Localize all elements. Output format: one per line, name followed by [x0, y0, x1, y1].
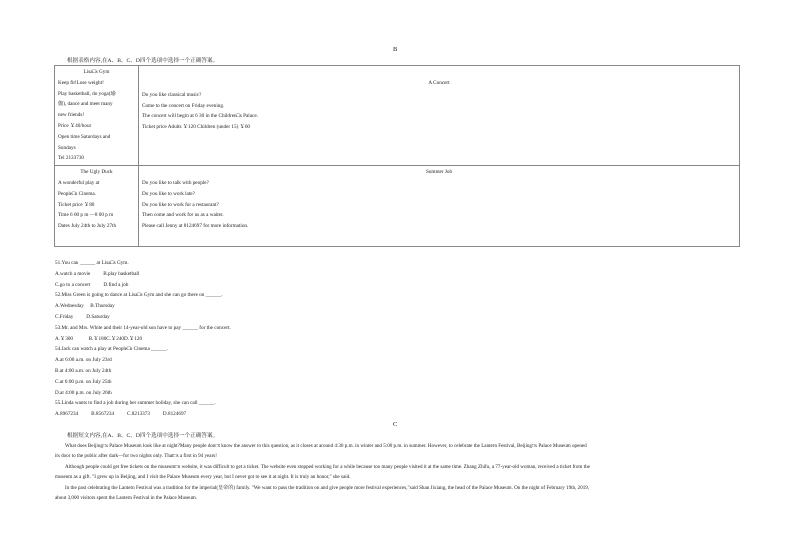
- job-contact: Please call Jenny at 8124697 for more information.: [142, 223, 249, 230]
- passage-paragraph: Although people could get free tickets on the museum□s website, it was difficult to get a ticket. The website even stopped working for a while because too many people visited it at the same time. Zhang Zhifu, a 77-year-old woman, received a ticket from the: [65, 463, 590, 470]
- section-b-instruction: 根据表格内容,在A、B、C、D四个选项中选择一个正确答案。: [67, 58, 219, 64]
- play-time: Time 6 00 p m —8 00 p m: [58, 212, 114, 219]
- play-ad: [55, 166, 139, 247]
- concert-title: A Concert: [428, 80, 450, 86]
- gym-price: Price ￥40/hour: [58, 122, 92, 129]
- passage-paragraph-cont: about 3,000 visitors spent the Lantern Festival in the Palace Museum.: [55, 495, 198, 502]
- options-55: A.8967234 B.8567234 C.8213373 D.8124697: [55, 411, 187, 418]
- options-52-cd: C.Friday D.Saturday: [55, 313, 110, 320]
- gym-line: new friends!: [58, 112, 85, 119]
- play-dates: Dates July 24th to July 27th: [58, 223, 117, 230]
- questions-block: [55, 258, 231, 420]
- gym-line: Open time Saturdays and: [58, 133, 111, 140]
- concert-ad: [139, 66, 740, 166]
- job-line: Do you like to work for a restaurant?: [142, 201, 219, 208]
- gym-line: Sundays: [58, 144, 76, 151]
- job-line: Do you like to work late?: [142, 190, 195, 197]
- play-line: People□s Cinema.: [58, 190, 96, 197]
- job-line: Do you like to talk with people?: [142, 179, 209, 186]
- play-price: Ticket price ￥80: [58, 201, 95, 208]
- options-51-ab: A.watch a movie B.play basketball: [55, 270, 140, 277]
- gym-ad: [55, 66, 139, 166]
- play-line: A wonderful play at: [58, 179, 100, 186]
- concert-line: Do you like classical music?: [142, 91, 202, 98]
- question-55: 55.Linda wants to find a job during her summer holiday, she can call ______.: [55, 400, 216, 407]
- job-line: Then come and work for us as a waiter.: [142, 212, 224, 219]
- option-54-d: D.at 4:00 p.m. on July 26th: [55, 389, 112, 396]
- question-51: 51.You can ______ at Lisa□s Gym.: [55, 260, 129, 266]
- concert-price: Ticket price Adults ￥120 Children (under 15) ￥60: [142, 124, 251, 131]
- ads-row-2: [55, 166, 740, 247]
- question-54: 54.Jack can watch a play at People□s Cinema ______.: [55, 346, 168, 353]
- section-c-label: C: [393, 421, 398, 428]
- gym-line: Play basketball, do yoga(瑜: [58, 90, 116, 97]
- ads-row-1: [55, 66, 740, 166]
- passage-paragraph-cont: its door to the public after dark—for two nights only. That□s a first in 94 years!: [55, 453, 217, 460]
- job-ad: [139, 166, 740, 247]
- gym-line: 伽), dance and meet many: [58, 101, 113, 108]
- options-51-cd: C.go to a concert D.find a job: [55, 281, 129, 288]
- section-b-label: B: [393, 46, 398, 53]
- options-52-ab: A.Wednesday B.Thursday: [55, 303, 115, 310]
- job-title: Summer Job: [425, 169, 453, 176]
- concert-line: Come to the concert on Friday evening.: [142, 102, 225, 109]
- passage-c: [55, 441, 740, 503]
- question-52: 52.Miss Green is going to dance at Lisa□s Gym and she can go there on ______.: [55, 292, 223, 299]
- option-54-c: C.at 6:00 p.m. on July 25th: [55, 378, 112, 385]
- gym-tel: Tel 2133730: [58, 155, 85, 162]
- ads-table: [54, 65, 740, 247]
- concert-line: The concert will begin at 6 30 in the Children□s Palace.: [142, 113, 258, 120]
- section-c-instruction: 根据短文内容,在A、B、C、D四个选项中选择一个正确答案。: [67, 433, 219, 439]
- passage-paragraph-cont: museum as a gift. "I grew up in Beijing, and I visit the Palace Museum every year, but I never got to see it at night. It is truly an honor," she said.: [55, 474, 351, 481]
- passage-paragraph: In the past celebrating the Lantern Festival was a tradition for the imperial(皇帝的) family. "We want to pass the tradition on and give people more festival experiences,"said Shan Jixiang, the head of the Palace Museum. On the night of February 19th, 2019,: [65, 484, 590, 491]
- gym-title: Lisa□s Gym: [83, 69, 110, 75]
- gym-line: Keep fit!Lose weight!: [58, 79, 104, 86]
- option-54-a: A.at 6:00 a.m. on July 23rd: [55, 357, 112, 364]
- options-53: A.￥300 B.￥180C.￥240D.￥120: [55, 335, 143, 342]
- play-title: The Ugly Duck: [80, 169, 113, 176]
- passage-paragraph: What does Beijing□s Palace Museum look like at night?Many people don□t know the answer to this question, as it closes at around 4:30 p.m. in winter and 5:00 p.m. in summer. However, to celebrate the Lantern Festival, Beijing□s Palace Museum opened: [65, 443, 587, 449]
- question-53: 53.Mr. and Mrs. White and their 14-year-old son have to pay ______ for the concert.: [55, 324, 231, 331]
- option-54-b: B.at 4:00 a.m. on July 24th: [55, 367, 112, 374]
